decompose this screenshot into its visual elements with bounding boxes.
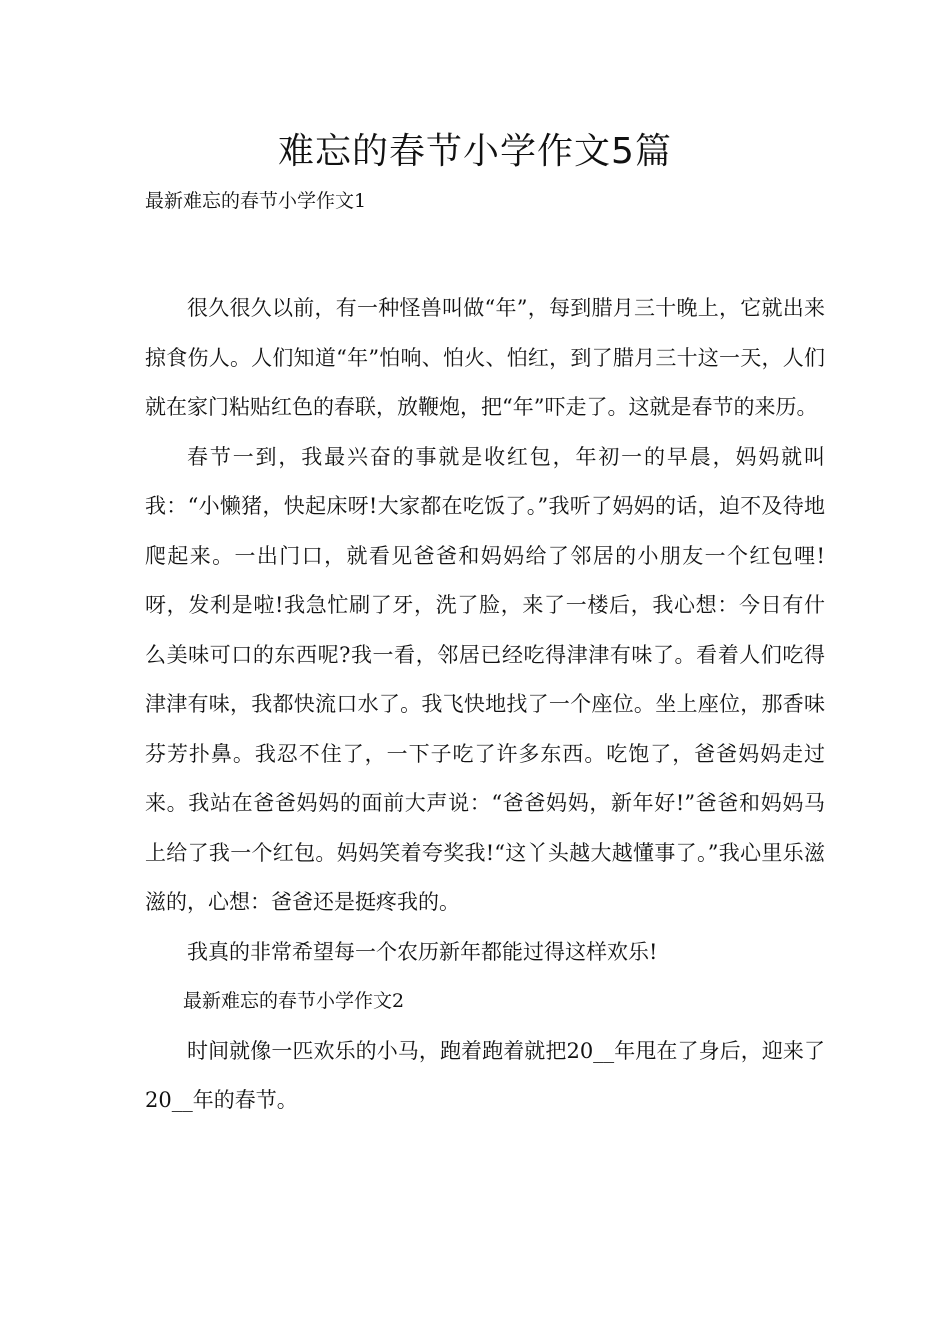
section-heading-2: 最新难忘的春节小学作文2	[183, 990, 405, 1012]
paragraph-2: 春节一到，我最兴奋的事就是收红包，年初一的早晨，妈妈就叫我：“小懒猪，快起床呀!大家都在吃饭了。”我听了妈妈的话，迫不及待地爬起来。一出门口，就看见爸爸和妈妈给了邻居的小朋友一个红包哩!呀，发利是啦!我急忙刷了牙，洗了脸，来了一楼后，我心想：今日有什么美味可口的东西呢?我一看，邻居已经吃得津津有味了。看着人们吃得津津有味，我都快流口水了。我飞快地找了一个座位。坐上座位，那香味芬芳扑鼻。我忍不住了，一下子吃了许多东西。吃饱了，爸爸妈妈走过来。我站在爸爸妈妈的面前大声说：“爸爸妈妈，新年好!”爸爸和妈妈马上给了我一个红包。妈妈笑着夸奖我!“这丫头越大越懂事了。”我心里乐滋滋的，心想：爸爸还是挺疼我的。	[145, 444, 825, 914]
paragraph-3: 我真的非常希望每一个农历新年都能过得这样欢乐!	[187, 939, 658, 964]
paragraph-4: 时间就像一匹欢乐的小马，跑着跑着就把20__年甩在了身后，迎来了20__年的春节。	[145, 1038, 825, 1112]
document-title: 难忘的春节小学作文5篇	[278, 131, 672, 172]
section-heading-1: 最新难忘的春节小学作文1	[145, 190, 367, 212]
paragraph-1: 很久很久以前，有一种怪兽叫做“年”，每到腊月三十晚上，它就出来掠食伤人。人们知道“年”怕响、怕火、怕红，到了腊月三十这一天，人们就在家门粘贴红色的春联，放鞭炮，把“年”吓走了。这就是春节的来历。	[145, 296, 825, 419]
document-body	[145, 284, 825, 1126]
